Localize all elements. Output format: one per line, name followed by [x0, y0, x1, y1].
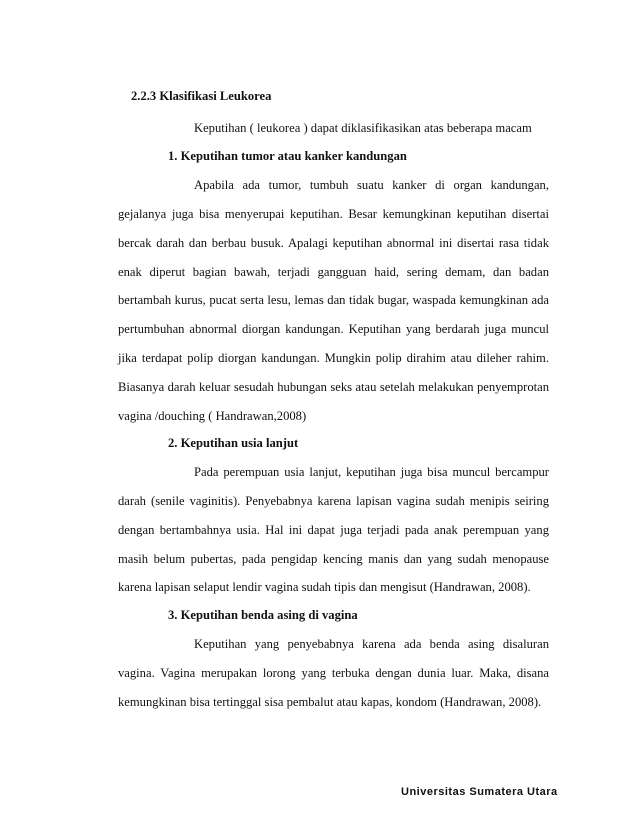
paragraph-line: bertambah kurus, pucat serta lesu, lemas dan tidak bugar, waspada kemungkinan ada — [118, 293, 549, 307]
paragraph-line: Apabila ada tumor, tumbuh suatu kanker di organ kandungan, — [194, 178, 549, 192]
paragraph-line: bercak darah dan berbau busuk. Apalagi keputihan abnormal ini disertai rasa tidak — [118, 236, 549, 250]
paragraph-line: enak diperut bagian bawah, terjadi gangguan haid, sering demam, dan badan — [118, 265, 549, 279]
intro-text: Keputihan ( leukorea ) dapat diklasifikasikan atas beberapa macam — [194, 121, 532, 135]
item-1-heading: 1. Keputihan tumor atau kanker kandungan — [168, 149, 407, 163]
item-2-heading: 2. Keputihan usia lanjut — [168, 436, 299, 450]
paragraph-line: jika terdapat polip diorgan kandungan. Mungkin polip dirahim atau dileher rahim. — [118, 351, 549, 365]
paragraph-line: vagina /douching ( Handrawan,2008) — [118, 409, 307, 423]
item-3-heading: 3. Keputihan benda asing di vagina — [168, 608, 358, 622]
footer-university: Universitas Sumatera Utara — [401, 786, 558, 798]
section-heading: 2.2.3 Klasifikasi Leukorea — [131, 89, 272, 103]
paragraph-line: dengan bertambahnya usia. Hal ini dapat juga terjadi pada anak perempuan yang — [118, 523, 549, 537]
paragraph-line: vagina. Vagina merupakan lorong yang terbuka dengan dunia luar. Maka, disana — [118, 666, 549, 680]
paragraph-line: Pada perempuan usia lanjut, keputihan juga bisa muncul bercampur — [194, 465, 549, 479]
paragraph-line: Biasanya darah keluar sesudah hubungan seks atau setelah melakukan penyemprotan — [118, 380, 549, 394]
paragraph-line: gejalanya juga bisa menyerupai keputihan. Besar kemungkinan keputihan disertai — [118, 207, 549, 221]
paragraph-line: Keputihan yang penyebabnya karena ada benda asing disaluran — [194, 637, 549, 651]
paragraph-line: pertumbuhan abnormal diorgan kandungan. Keputihan yang berdarah juga muncul — [118, 322, 549, 336]
paragraph-line: karena lapisan selaput lendir vagina sudah tipis dan mengisut (Handrawan, 2008). — [118, 580, 531, 594]
paragraph-line: kemungkinan bisa tertinggal sisa pembalut atau kapas, kondom (Handrawan, 2008). — [118, 695, 542, 709]
paragraph-line: darah (senile vaginitis). Penyebabnya karena lapisan vagina sudah menipis seiring — [118, 494, 549, 508]
paragraph-line: masih belum pubertas, pada pengidap kencing manis dan yang sudah menopause — [118, 552, 549, 566]
